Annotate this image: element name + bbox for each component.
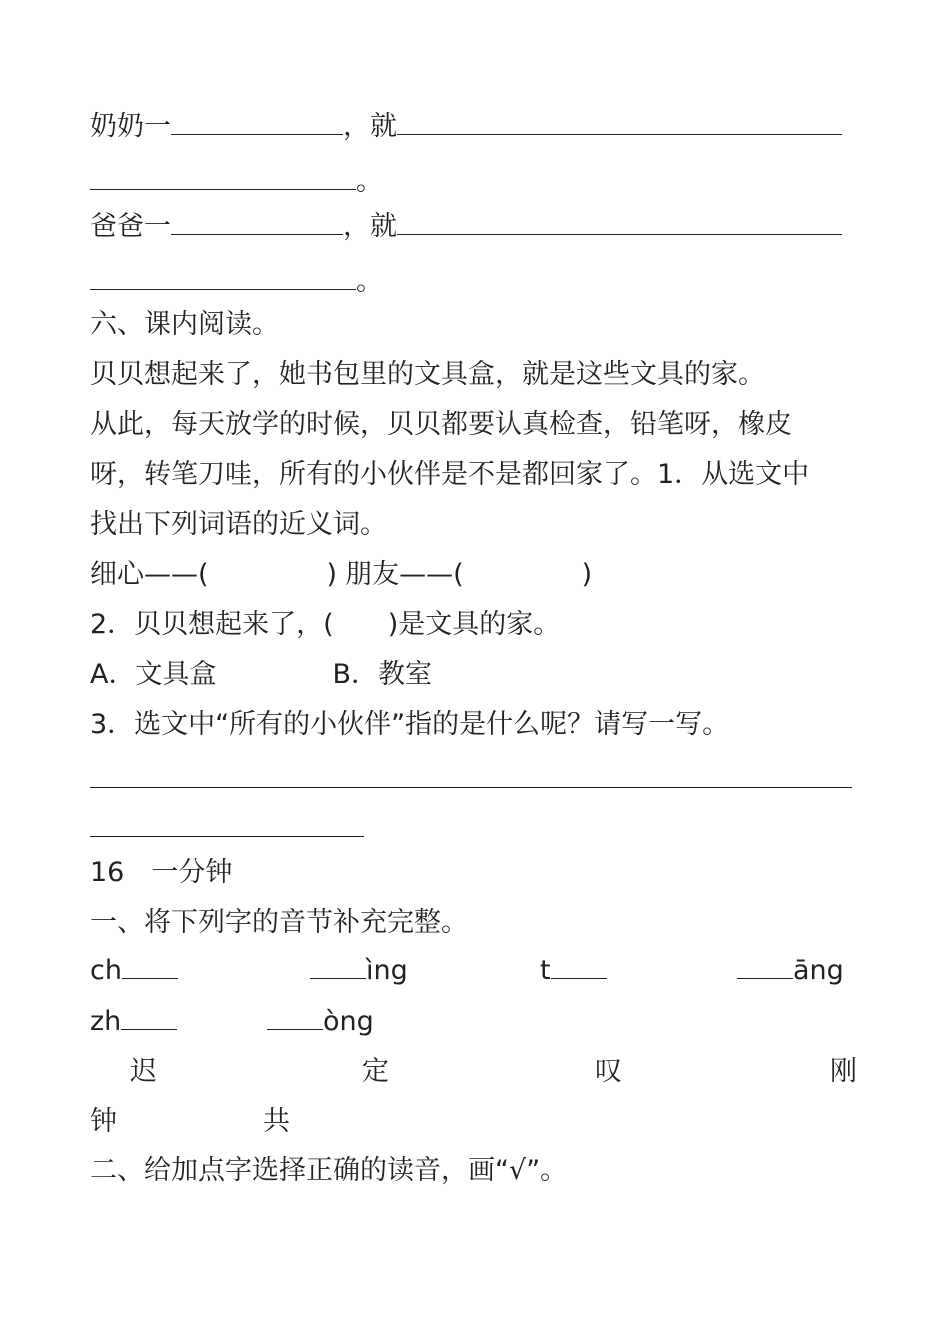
option-a[interactable]: A．文具盒 — [90, 659, 217, 690]
sentence-nainai-cont — [90, 155, 860, 205]
pinyin-row-2 — [90, 997, 860, 1047]
pinyin-final: òng — [323, 1006, 374, 1037]
sentence-nainai — [90, 100, 860, 150]
answer-line[interactable] — [90, 787, 852, 788]
answer-blank[interactable] — [397, 200, 842, 235]
char: 共 — [263, 1106, 290, 1137]
passage-line: 呀，转笔刀哇，所有的小伙伴是不是都回家了。1．从选文中 — [90, 459, 810, 490]
answer-blank[interactable] — [171, 100, 343, 135]
pinyin-final: āng — [793, 955, 844, 986]
sentence-start: 奶奶一 — [90, 111, 171, 142]
char: 迟 — [130, 1056, 157, 1087]
period: 。 — [356, 166, 383, 197]
answer-blank[interactable] — [90, 255, 356, 290]
passage-line: 找出下列词语的近义词。 — [90, 509, 387, 540]
section2-heading: 二、给加点字选择正确的读音，画“√”。 — [90, 1155, 568, 1186]
char: 钟 — [90, 1106, 117, 1137]
synonym-b-close: ) — [581, 559, 593, 590]
pinyin-blank[interactable] — [551, 948, 607, 979]
synonym-a-label: 细心——( — [90, 559, 209, 590]
option-b[interactable]: B．教室 — [332, 659, 433, 690]
answer-line[interactable] — [90, 836, 364, 837]
pinyin-final: ìng — [366, 955, 408, 986]
pinyin-row-1 — [90, 946, 860, 996]
char-row-1 — [90, 1047, 860, 1097]
synonym-question — [90, 550, 860, 600]
char: 刚 — [830, 1056, 857, 1087]
pinyin-blank[interactable] — [122, 948, 178, 979]
period: 。 — [356, 266, 383, 297]
section6-heading: 六、课内阅读。 — [90, 309, 279, 340]
passage-line: 贝贝想起来了，她书包里的文具盒，就是这些文具的家。 — [90, 359, 765, 390]
answer-blank[interactable] — [397, 100, 842, 135]
lesson-title: 16 一分钟 — [90, 857, 233, 888]
question-2-options — [90, 650, 860, 700]
pinyin-blank[interactable] — [267, 999, 323, 1030]
sentence-baba-cont — [90, 255, 860, 305]
answer-blank[interactable] — [90, 155, 356, 190]
comma-jiu: ，就 — [343, 111, 397, 142]
sentence-start: 爸爸一 — [90, 211, 171, 242]
char: 定 — [362, 1056, 389, 1087]
sentence-baba — [90, 200, 860, 250]
question-3: 3．选文中“所有的小伙伴”指的是什么呢？请写一写。 — [90, 709, 730, 740]
pinyin-initial: ch — [90, 955, 122, 986]
comma-jiu: ，就 — [343, 211, 397, 242]
answer-blank[interactable] — [171, 200, 343, 235]
pinyin-initial: t — [540, 955, 551, 986]
synonym-a-close: ) — [326, 559, 338, 590]
section1-heading: 一、将下列字的音节补充完整。 — [90, 907, 468, 938]
question-2: 2．贝贝想起来了，( )是文具的家。 — [90, 609, 561, 640]
pinyin-initial: zh — [90, 1006, 122, 1037]
passage-line: 从此，每天放学的时候，贝贝都要认真检查，铅笔呀，橡皮 — [90, 409, 792, 440]
pinyin-blank[interactable] — [737, 948, 793, 979]
char: 叹 — [595, 1056, 622, 1087]
char-row-2 — [90, 1097, 860, 1147]
pinyin-blank[interactable] — [310, 948, 366, 979]
pinyin-blank[interactable] — [121, 999, 177, 1030]
synonym-b-label: 朋友——( — [345, 559, 464, 590]
